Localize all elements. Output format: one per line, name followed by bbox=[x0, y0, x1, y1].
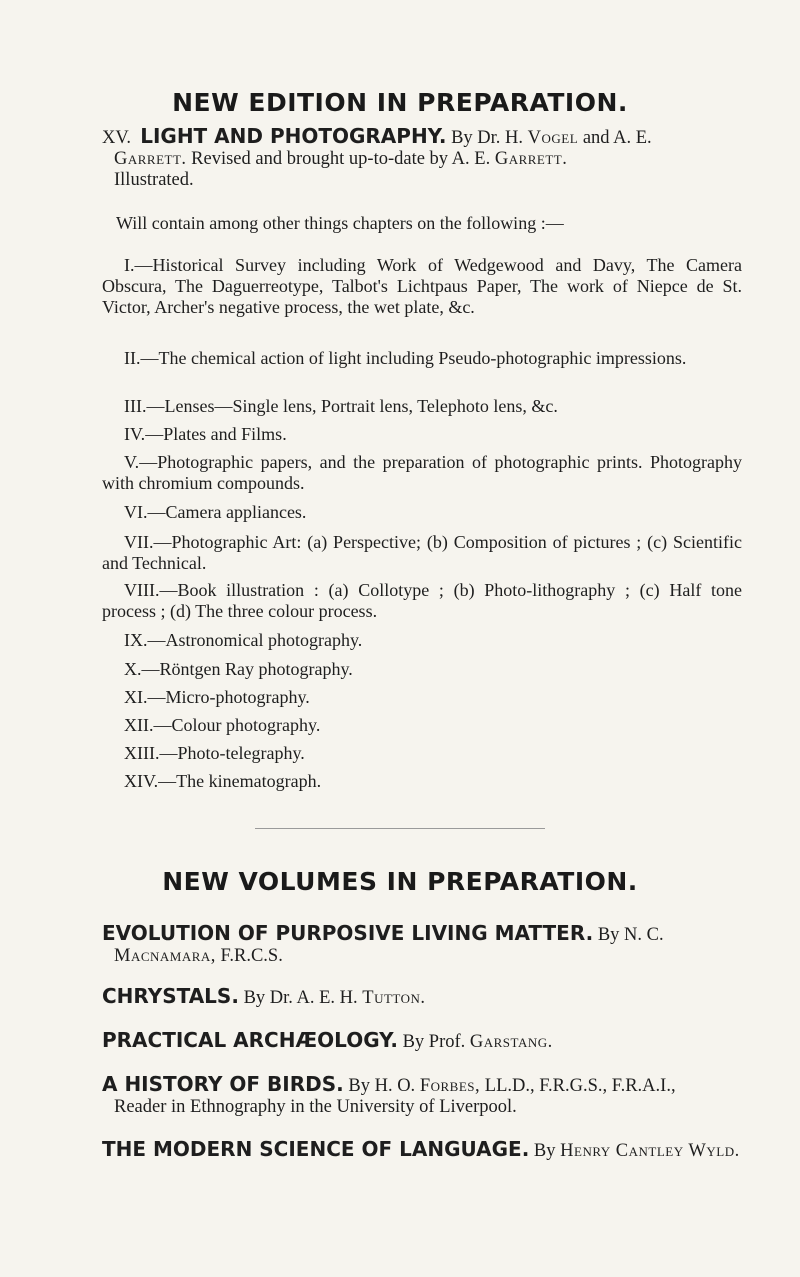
chapter-text: —Lenses—Single lens, Portrait lens, Telephoto lens, &c. bbox=[146, 396, 558, 416]
volume-extra: F.R.C.S. bbox=[220, 946, 283, 966]
chapter-item bbox=[102, 687, 742, 708]
chapter-item bbox=[102, 771, 742, 792]
chapter-text: —The kinematograph. bbox=[158, 771, 322, 791]
chapter-number: VIII. bbox=[124, 580, 160, 600]
chapter-text: —The chemical action of light including Pseudo-photographic impressions. bbox=[140, 348, 687, 368]
chapter-text: —Camera appliances. bbox=[147, 502, 307, 522]
volume-entry bbox=[102, 1139, 742, 1162]
heading-new-edition: NEW EDITION IN PREPARATION. bbox=[172, 88, 628, 117]
chapter-number: III. bbox=[124, 396, 147, 416]
entry-by: By Dr. H. bbox=[451, 128, 524, 148]
volume-by: By Dr. A. E. H. bbox=[243, 988, 358, 1008]
volume-author: Tutton. bbox=[362, 988, 426, 1008]
chapter-number: IX. bbox=[124, 630, 148, 650]
volume-extra: LL.D., F.R.G.S., F.R.A.I., bbox=[484, 1076, 676, 1096]
chapter-number: XIV. bbox=[124, 771, 159, 791]
chapter-item bbox=[102, 743, 742, 764]
volume-entry bbox=[102, 1030, 742, 1053]
chapter-number: V. bbox=[124, 452, 140, 472]
chapter-text: —Book illustration : (a) Collotype ; (b) Photo-lithography ; (c) Half tone process ; (d) The three colour process. bbox=[102, 580, 742, 621]
chapter-number: IV. bbox=[124, 424, 146, 444]
chapter-text: —Photographic Art: (a) Perspective; (b) Composition of pictures ; (c) Scientific and Technical. bbox=[102, 532, 742, 573]
chapter-item bbox=[102, 502, 742, 523]
chapter-text: —Photo-telegraphy. bbox=[159, 743, 305, 763]
chapter-number: VI. bbox=[124, 502, 148, 522]
entry-title: LIGHT AND PHOTOGRAPHY. bbox=[140, 124, 447, 148]
heading-new-volumes: NEW VOLUMES IN PREPARATION. bbox=[162, 867, 638, 896]
volume-by: By N. C. bbox=[597, 925, 664, 945]
chapter-item bbox=[102, 424, 742, 445]
chapter-number: X. bbox=[124, 659, 142, 679]
chapter-item bbox=[102, 630, 742, 651]
volume-entry bbox=[102, 986, 742, 1009]
chapter-text: —Micro-photography. bbox=[147, 687, 310, 707]
volume-by: By bbox=[533, 1141, 556, 1161]
volume-author: Macnamara, bbox=[114, 946, 216, 966]
chapter-item bbox=[102, 532, 742, 574]
chapter-text: —Colour photography. bbox=[153, 715, 321, 735]
chapter-item bbox=[102, 396, 742, 417]
chapter-text: —Astronomical photography. bbox=[147, 630, 363, 650]
chapter-item bbox=[102, 255, 742, 318]
chapter-number: II. bbox=[124, 348, 141, 368]
volume-author: Forbes, bbox=[419, 1076, 481, 1096]
volume-title: CHRYSTALS. bbox=[102, 984, 239, 1008]
entry-author-garrett: Garrett. bbox=[114, 149, 187, 169]
section-divider bbox=[255, 828, 545, 829]
volume-title: A HISTORY OF BIRDS. bbox=[102, 1072, 344, 1096]
entry-and: and A. E. bbox=[582, 128, 652, 148]
chapter-text: —Röntgen Ray photography. bbox=[141, 659, 353, 679]
volume-title: PRACTICAL ARCHÆOLOGY. bbox=[102, 1028, 398, 1052]
chapter-text: —Historical Survey including Work of Wedgewood and Davy, The Camera Obscura, The Daguerreotype, Talbot's Lichtpaus Paper, The work of Niepce de St. Victor, Archer's negative process, the wet plate, &c. bbox=[102, 255, 742, 317]
volume-by: By Prof. bbox=[402, 1032, 466, 1052]
chapter-number: XI. bbox=[124, 687, 148, 707]
chapters-intro: Will contain among other things chapters on the following :— bbox=[116, 213, 564, 233]
entry-illustrated: Illustrated. bbox=[114, 170, 194, 190]
chapter-item bbox=[102, 348, 742, 369]
chapter-item bbox=[102, 452, 742, 494]
entry-author-garrett-2: Garrett. bbox=[494, 149, 568, 169]
volume-by: By H. O. bbox=[348, 1076, 416, 1096]
chapter-text: —Photographic papers, and the preparation of photographic prints. Photography with chromium compounds. bbox=[102, 452, 742, 493]
volume-entry bbox=[102, 1074, 742, 1118]
chapter-number: XII. bbox=[124, 715, 154, 735]
volume-author: Garstang. bbox=[469, 1032, 553, 1052]
chapter-item bbox=[102, 715, 742, 736]
chapter-number: I. bbox=[124, 255, 135, 275]
entry-light-and-photography bbox=[102, 126, 742, 191]
chapter-item bbox=[102, 580, 742, 622]
entry-author-vogel: Vogel bbox=[527, 128, 579, 148]
chapter-item bbox=[102, 659, 742, 680]
chapter-number: VII. bbox=[124, 532, 154, 552]
entry-revised: Revised and brought up-to-date by A. E. bbox=[191, 149, 491, 169]
entry-number: XV. bbox=[102, 128, 131, 148]
volume-title: EVOLUTION OF PURPOSIVE LIVING MATTER. bbox=[102, 921, 594, 945]
chapter-text: —Plates and Films. bbox=[145, 424, 287, 444]
volume-entry bbox=[102, 923, 742, 967]
volume-title: THE MODERN SCIENCE OF LANGUAGE. bbox=[102, 1137, 530, 1161]
volume-author-role: Reader in Ethnography in the University of Liverpool. bbox=[114, 1097, 517, 1117]
chapter-number: XIII. bbox=[124, 743, 160, 763]
volume-author: Henry Cantley Wyld. bbox=[560, 1141, 740, 1161]
